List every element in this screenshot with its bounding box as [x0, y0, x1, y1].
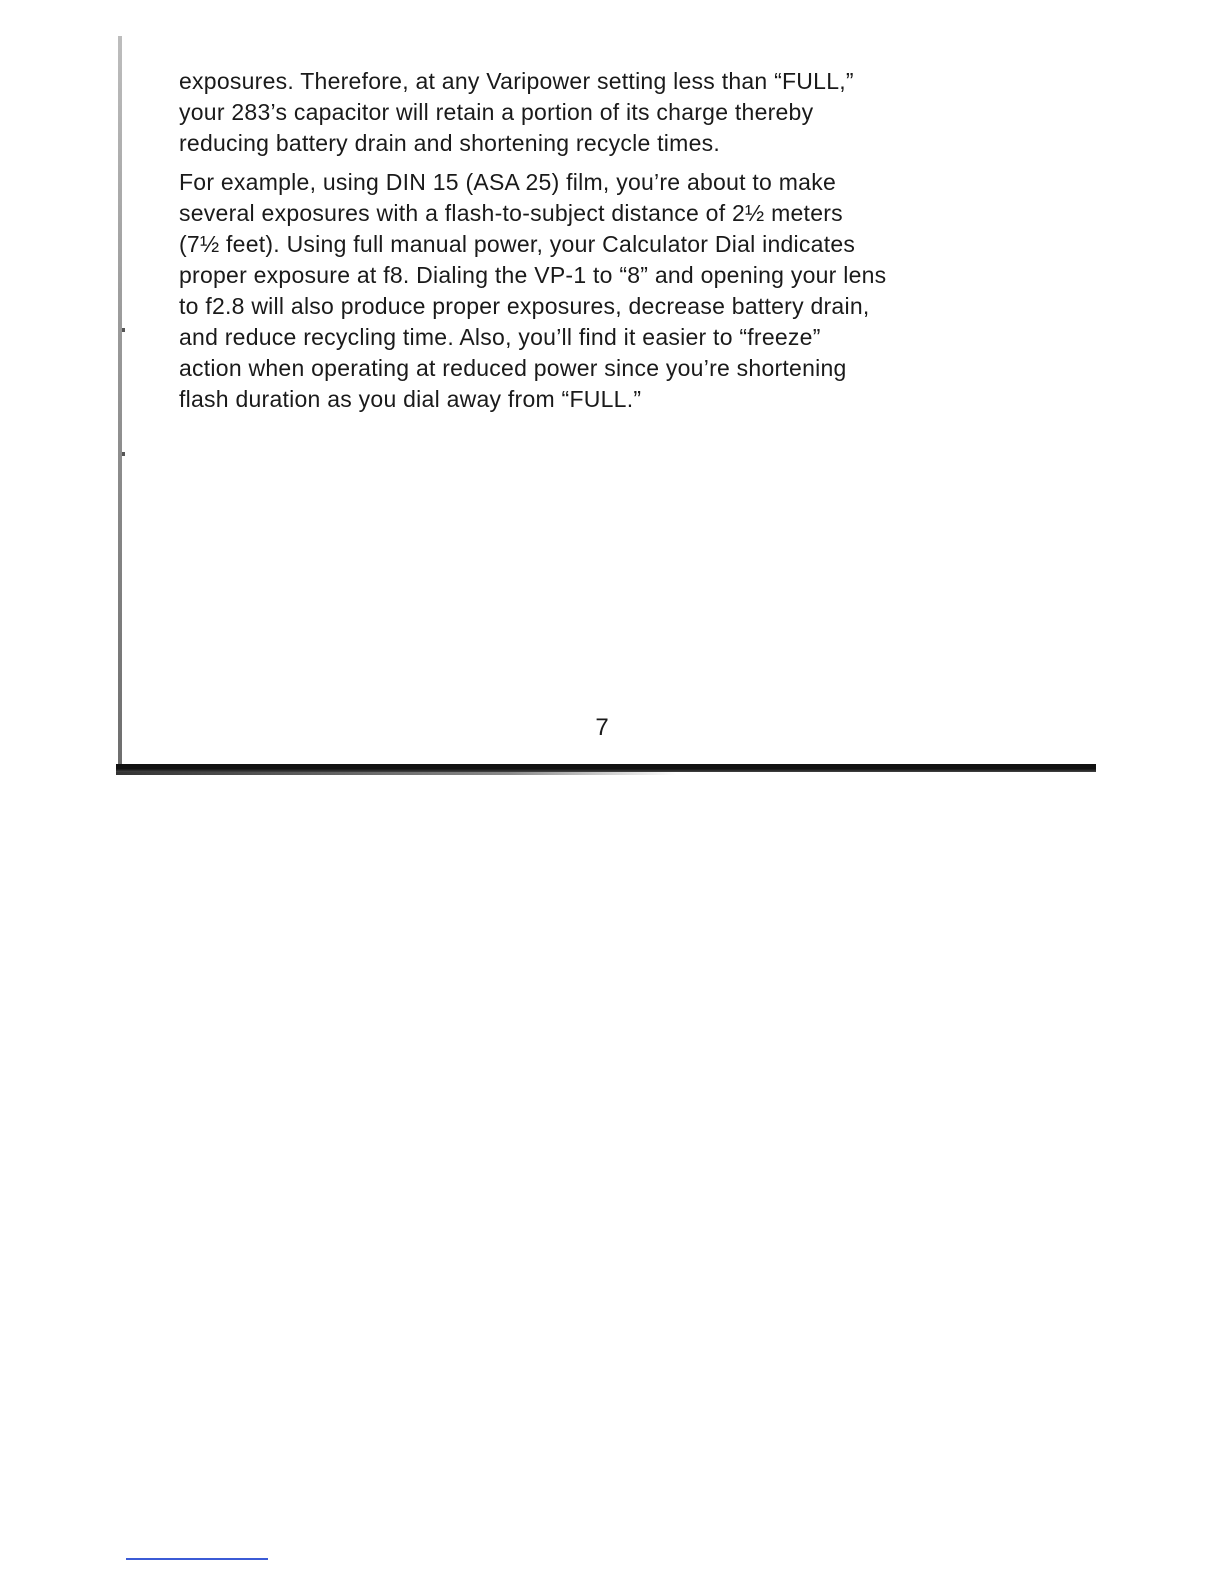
- page-number: 7: [595, 714, 609, 741]
- text-line: proper exposure at f8. Dialing the VP-1 to “8” and opening your lens: [179, 262, 887, 288]
- text-line: action when operating at reduced power since you’re shortening: [179, 355, 847, 381]
- text-line: exposures. Therefore, at any Varipower setting less than “FULL,”: [179, 68, 854, 94]
- left-binding-rule: [118, 36, 122, 766]
- text-line: flash duration as you dial away from “FULL.”: [179, 386, 642, 412]
- body-text: [179, 66, 1059, 423]
- text-line: your 283’s capacitor will retain a portion of its charge thereby: [179, 99, 814, 125]
- text-line: For example, using DIN 15 (ASA 25) film, you’re about to make: [179, 169, 836, 195]
- bottom-underline-mark: [126, 1558, 268, 1560]
- text-line: to f2.8 will also produce proper exposures, decrease battery drain,: [179, 293, 870, 319]
- text-line: (7½ feet). Using full manual power, your Calculator Dial indicates: [179, 231, 856, 257]
- text-line: several exposures with a flash-to-subject distance of 2½ meters: [179, 200, 843, 226]
- paragraph-2: [179, 167, 1059, 415]
- paragraph-1: [179, 66, 1059, 159]
- text-line: and reduce recycling time. Also, you’ll find it easier to “freeze”: [179, 324, 821, 350]
- page-bottom-rule-shadow: [116, 772, 676, 775]
- left-margin-mark: [122, 452, 125, 456]
- left-margin-mark: [122, 328, 125, 332]
- text-line: reducing battery drain and shortening recycle times.: [179, 130, 721, 156]
- page-bottom-rule: [116, 764, 1096, 772]
